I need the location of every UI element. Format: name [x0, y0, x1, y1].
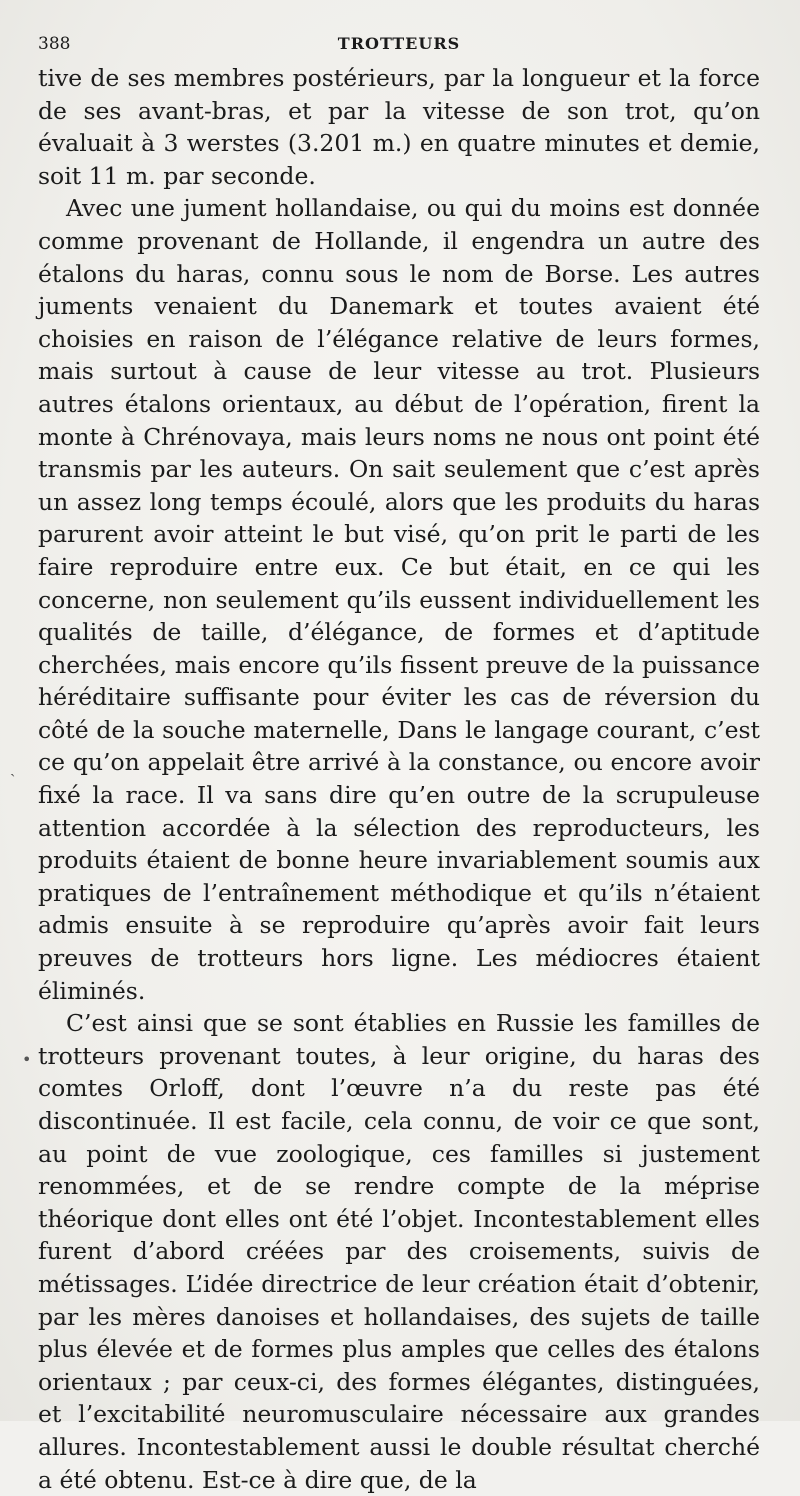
paragraph-2: Avec une jument hollandaise, ou qui du moins est donnée comme provenant de Hollande, il engendra un autre des étalons du haras, connu sous le nom de Borse. Les autres juments venaient du Danemark et toutes avaient été choisies en raison de l’élégance relative de leurs formes, mais surtout à cause de leur vitesse au trot. Plusieurs autres étalons orientaux, au début de l’opération, firent la monte à Chrénovaya, mais leurs noms ne nous ont point été transmis par les auteurs. On sait seulement que c’est après un assez long temps écoulé, alors que les produits du haras parurent avoir atteint le but visé, qu’on prit le parti de les faire reproduire entre eux. Ce but était, en ce qui les concerne, non seulement qu’ils eussent individuellement les qualités de taille, d’élégance, de formes et d’aptitude cherchées, mais encore qu’ils fissent preuve de la puissance héréditaire suffisante pour éviter les cas de réversion du côté de la souche maternelle, Dans le langage courant, c’est ce qu’on appelait être arrivé à la constance, ou encore avoir fixé la race. Il va sans dire qu’en outre de la scrupuleuse attention accordée à la sélection des reproducteurs, les produits étaient de bonne heure invariablement soumis aux pratiques de l’entraînement méthodique et qu’ils n’étaient admis ensuite à se reproduire qu’après avoir fait leurs preuves de trotteurs hors ligne. Les médiocres étaient éliminés.	[38, 194, 760, 1005]
paragraph-3: C’est ainsi que se sont établies en Russie les familles de trotteurs provenant toutes, à leur origine, du haras des comtes Orloff, dont l’œuvre n’a du reste pas été discontinuée. Il est facile, cela connu, de voir ce que sont, au point de vue zoologique, ces familles si justement renommées, et de se rendre compte de la méprise théorique dont elles ont été l’objet. Incontestablement elles furent d’abord créées par des croisements, suivis de métissages. L’idée directrice de leur création était d’obtenir, par les mères danoises et hollandaises, des sujets de taille plus élevée et de formes plus amples que celles des étalons orientaux ; par ceux-ci, des formes élégantes, distinguées, et l’excitabilité neuromusculaire nécessaire aux grandes allures. Incontestablement aussi le double résultat cherché a été obtenu. Est-ce à dire que, de la	[38, 1009, 760, 1494]
page-header	[38, 28, 760, 62]
margin-bullet-mark: •	[22, 1050, 32, 1069]
body-text	[38, 62, 760, 1496]
paragraph-1: tive de ses membres postérieurs, par la longueur et la force de ses avant-bras, et par la vitesse de son trot, qu’on évaluait à 3 werstes (3.201 m.) en quatre minutes et demie, soit 11 m. par seconde.	[38, 64, 760, 190]
page-number: 388	[38, 34, 71, 54]
running-title: TROTTEURS	[337, 34, 461, 53]
margin-pencil-mark: ˏ	[10, 758, 16, 777]
